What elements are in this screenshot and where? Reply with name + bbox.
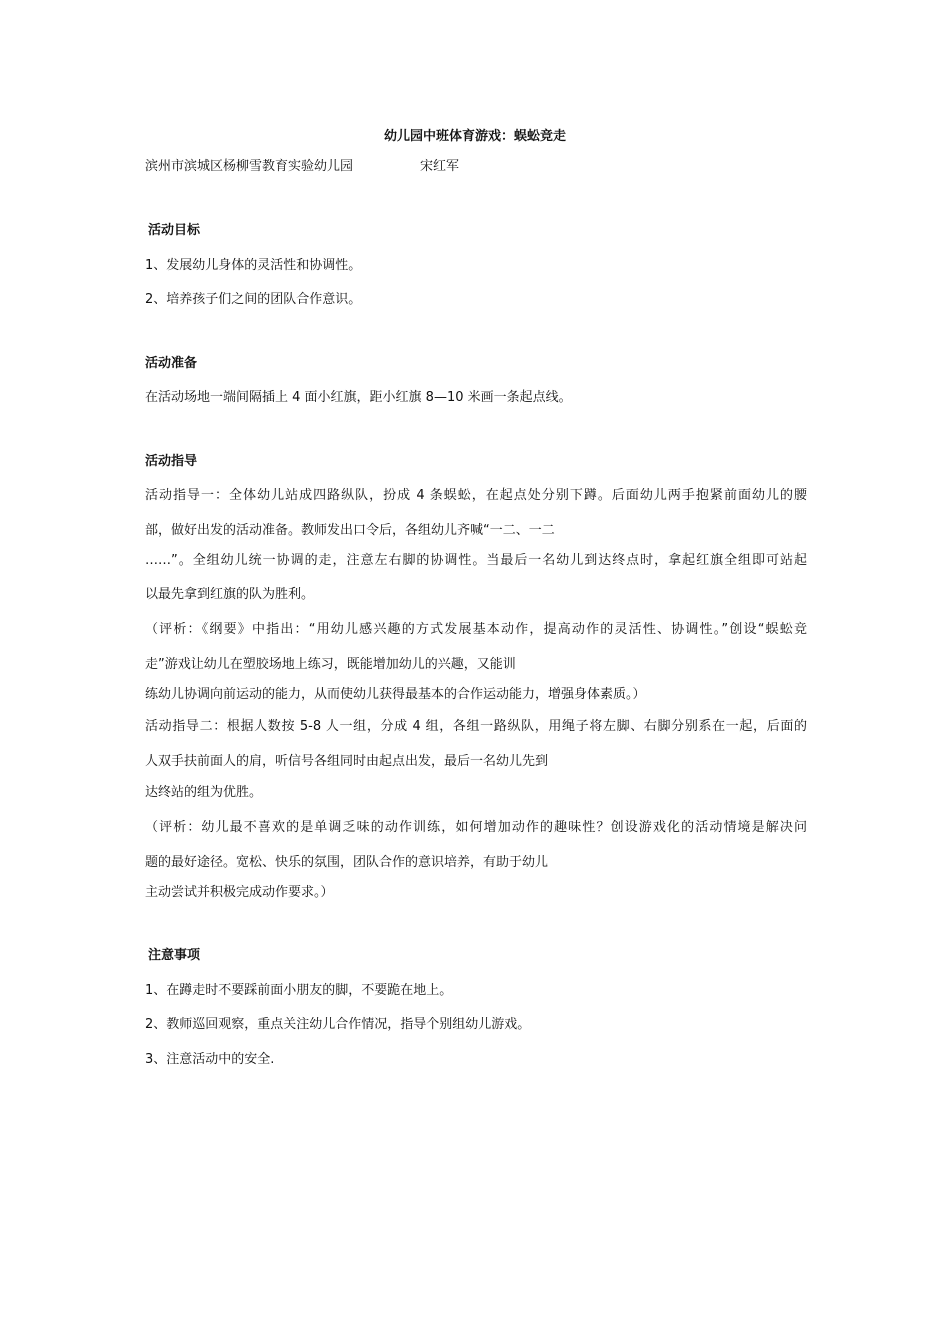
guidance-line: 活动指导一：全体幼儿站成四路纵队，扮成 4 条蜈蚣，在起点处分别下蹲。后面幼儿两手抱紧前面幼儿的腰 <box>145 488 807 503</box>
guidance-line: 人双手扶前面人的肩，听信号各组同时由起点出发，最后一名幼儿先到 <box>145 754 549 769</box>
author-school: 滨州市滨城区杨柳雪教育实验幼儿园 <box>145 159 354 174</box>
guidance-line: 达终站的组为优胜。 <box>145 785 263 800</box>
guidance-line: 主动尝试并积极完成动作要求。） <box>145 885 334 900</box>
notes-heading: 注意事项 <box>148 948 201 963</box>
goal-item: 2、培养孩子们之间的团队合作意识。 <box>145 292 362 307</box>
goal-item: 1、发展幼儿身体的灵活性和协调性。 <box>145 258 362 273</box>
guidance-line: ……”。全组幼儿统一协调的走，注意左右脚的协调性。当最后一名幼儿到达终点时，拿起红旗全组即可站起 <box>145 553 807 568</box>
guidance-line: 部，做好出发的活动准备。教师发出口令后，各组幼儿齐喊“一二、一二 <box>145 523 555 538</box>
guidance-line: （评析：幼儿最不喜欢的是单调乏味的动作训练，如何增加动作的趣味性？创设游戏化的活动情境是解决问 <box>145 820 807 835</box>
guidance-line: 练幼儿协调向前运动的能力，从而使幼儿获得最基本的合作运动能力，增强身体素质。） <box>145 687 646 702</box>
guidance-line: 以最先拿到红旗的队为胜利。 <box>145 587 315 602</box>
guidance-line: 题的最好途径。宽松、快乐的氛围，团队合作的意识培养，有助于幼儿 <box>145 855 549 870</box>
preparation-heading: 活动准备 <box>145 356 198 371</box>
goals-heading: 活动目标 <box>148 223 201 238</box>
note-item: 3、注意活动中的安全. <box>145 1052 275 1067</box>
preparation-text: 在活动场地一端间隔插上 4 面小红旗，距小红旗 8—10 米画一条起点线。 <box>145 390 572 405</box>
guidance-line: 活动指导二：根据人数按 5-8 人一组，分成 4 组，各组一路纵队，用绳子将左脚、右脚分别系在一起，后面的 <box>145 719 807 734</box>
note-item: 2、教师巡回观察，重点关注幼儿合作情况，指导个别组幼儿游戏。 <box>145 1017 531 1032</box>
guidance-line: 走”游戏让幼儿在塑胶场地上练习，既能增加幼儿的兴趣，又能训 <box>145 657 516 672</box>
document-title: 幼儿园中班体育游戏：蜈蚣竞走 <box>383 129 566 144</box>
author-name: 宋红军 <box>420 159 460 174</box>
guidance-line: （评析：《纲要》中指出：“用幼儿感兴趣的方式发展基本动作，提高动作的灵活性、协调性。”创设“蜈蚣竞 <box>145 622 807 637</box>
guidance-heading: 活动指导 <box>145 454 198 469</box>
note-item: 1、在蹲走时不要踩前面小朋友的脚，不要跪在地上。 <box>145 983 453 998</box>
